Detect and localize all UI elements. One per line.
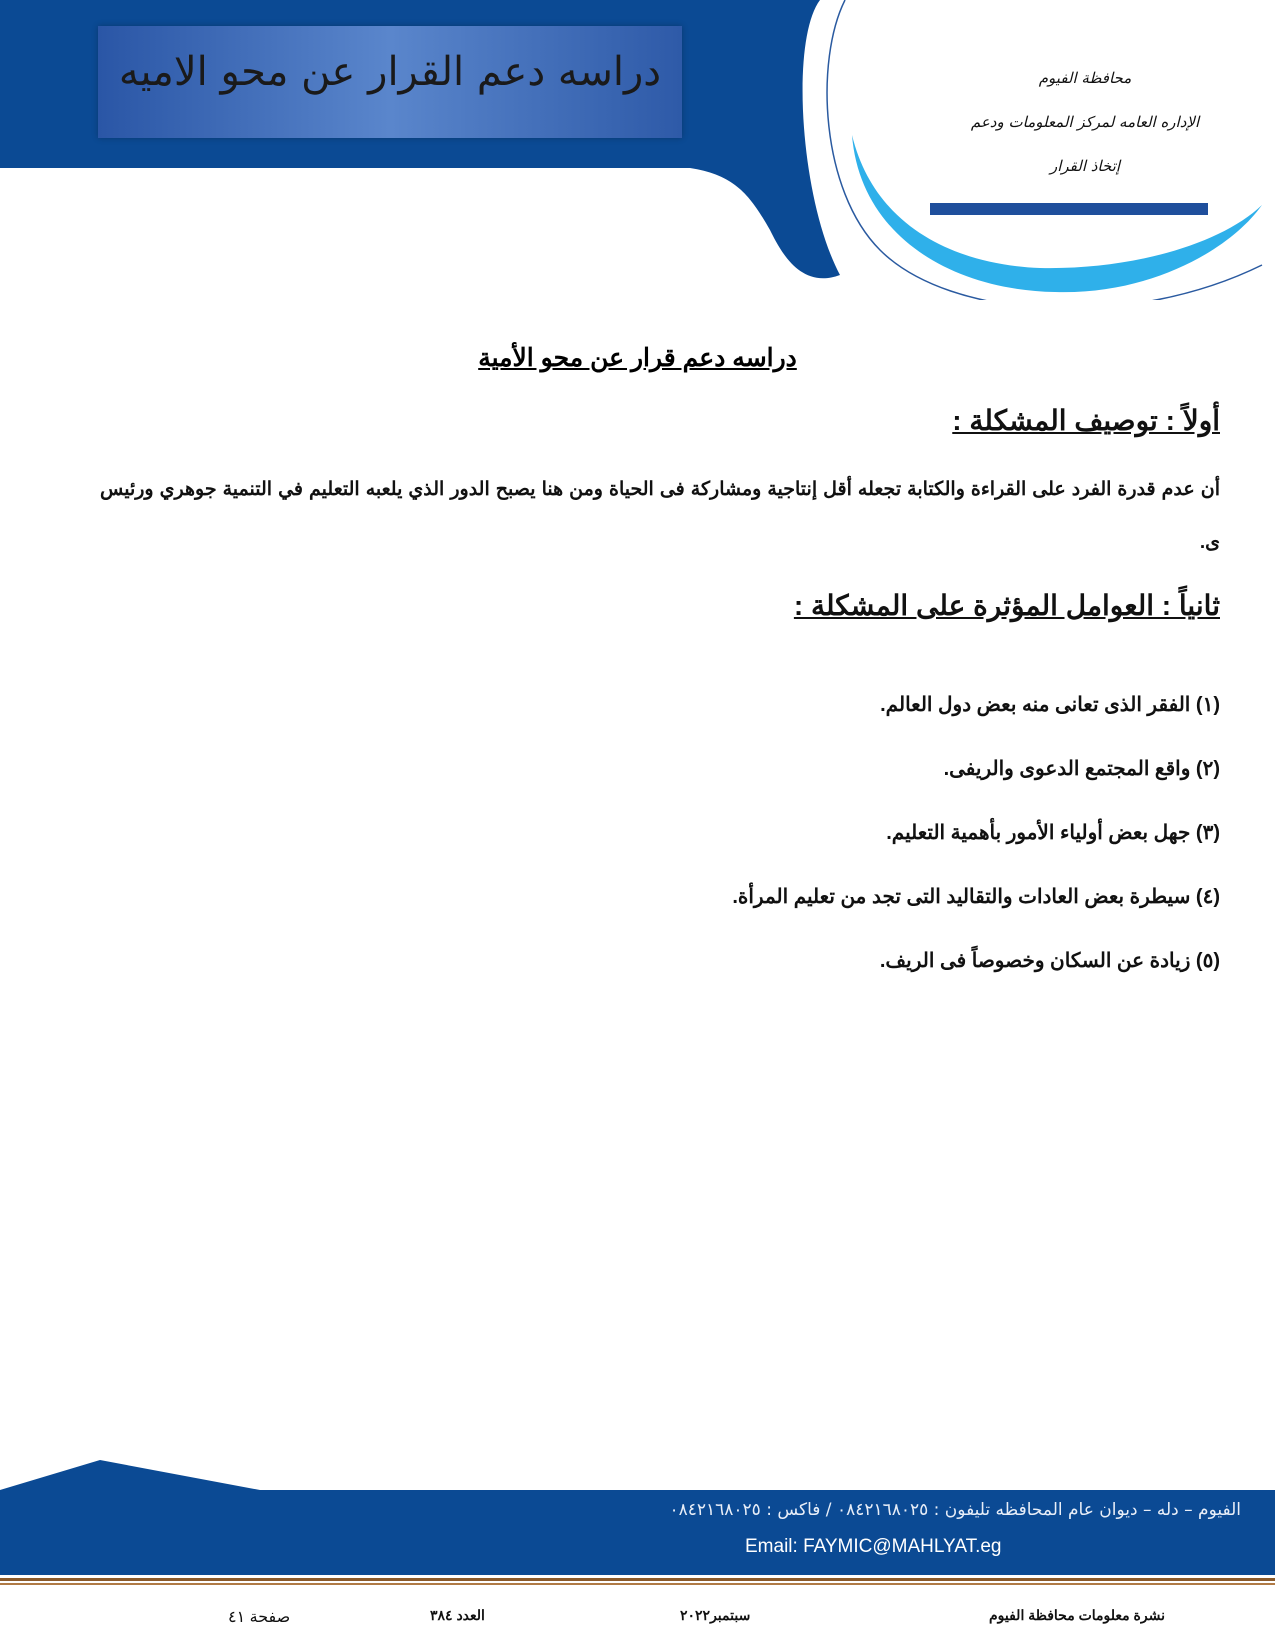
org-line-department: الإداره العامه لمركز المعلومات ودعم bbox=[970, 113, 1200, 131]
section-1-heading: أولاً : توصيف المشكلة : bbox=[952, 405, 1220, 436]
footer-date: سبتمبر٢٠٢٢ bbox=[680, 1607, 751, 1623]
factor-item: (١) الفقر الذى تعانى منه بعض دول العالم. bbox=[880, 694, 1220, 716]
footer-rule-brown-2 bbox=[0, 1583, 1275, 1585]
factor-item: (٤) سيطرة بعض العادات والتقاليد التى تجد من تعليم المرأة. bbox=[732, 886, 1220, 908]
section-1-paragraph: أن عدم قدرة الفرد على القراءة والكتابة تجعله أقل إنتاجية ومشاركة فى الحياة ومن هنا يصبح الدور الذي يلعبه التعليم في التنمية جوهري ورئيس ى. bbox=[100, 479, 1220, 553]
footer-page-number: صفحة ٤١ bbox=[228, 1609, 291, 1626]
footer-publication: نشرة معلومات محافظة الفيوم bbox=[988, 1607, 1165, 1623]
document-body bbox=[100, 0, 1220, 1000]
footer-issue: العدد ٣٨٤ bbox=[430, 1607, 485, 1623]
org-line-governorate: محافظة الفيوم bbox=[1038, 69, 1132, 87]
footer-email: Email: FAYMIC@MAHLYAT.eg bbox=[745, 1536, 1002, 1557]
footer-rule-brown-1 bbox=[0, 1578, 1275, 1581]
factor-item: (٥) زيادة عن السكان وخصوصاً فى الريف. bbox=[879, 950, 1220, 972]
footer-contact: الفيوم – دله – ديوان عام المحافظه تليفون : ٠٨٤٢١٦٨٠٢٥ / فاكس : ٠٨٤٢١٦٨٠٢٥ bbox=[669, 1500, 1241, 1520]
org-line-decision: إتخاذ القرار bbox=[1049, 157, 1121, 175]
document-title: دراسه دعم قرار عن محو الأمية bbox=[478, 344, 797, 372]
factor-item: (٢) واقع المجتمع الدعوى والريفى. bbox=[943, 758, 1220, 780]
factor-item: (٣) جهل بعض أولياء الأمور بأهمية التعليم. bbox=[886, 822, 1220, 844]
banner-title: دراسه دعم القرار عن محو الاميه bbox=[118, 49, 662, 95]
section-2-heading: ثانياً : العوامل المؤثرة على المشكلة : bbox=[793, 590, 1220, 621]
